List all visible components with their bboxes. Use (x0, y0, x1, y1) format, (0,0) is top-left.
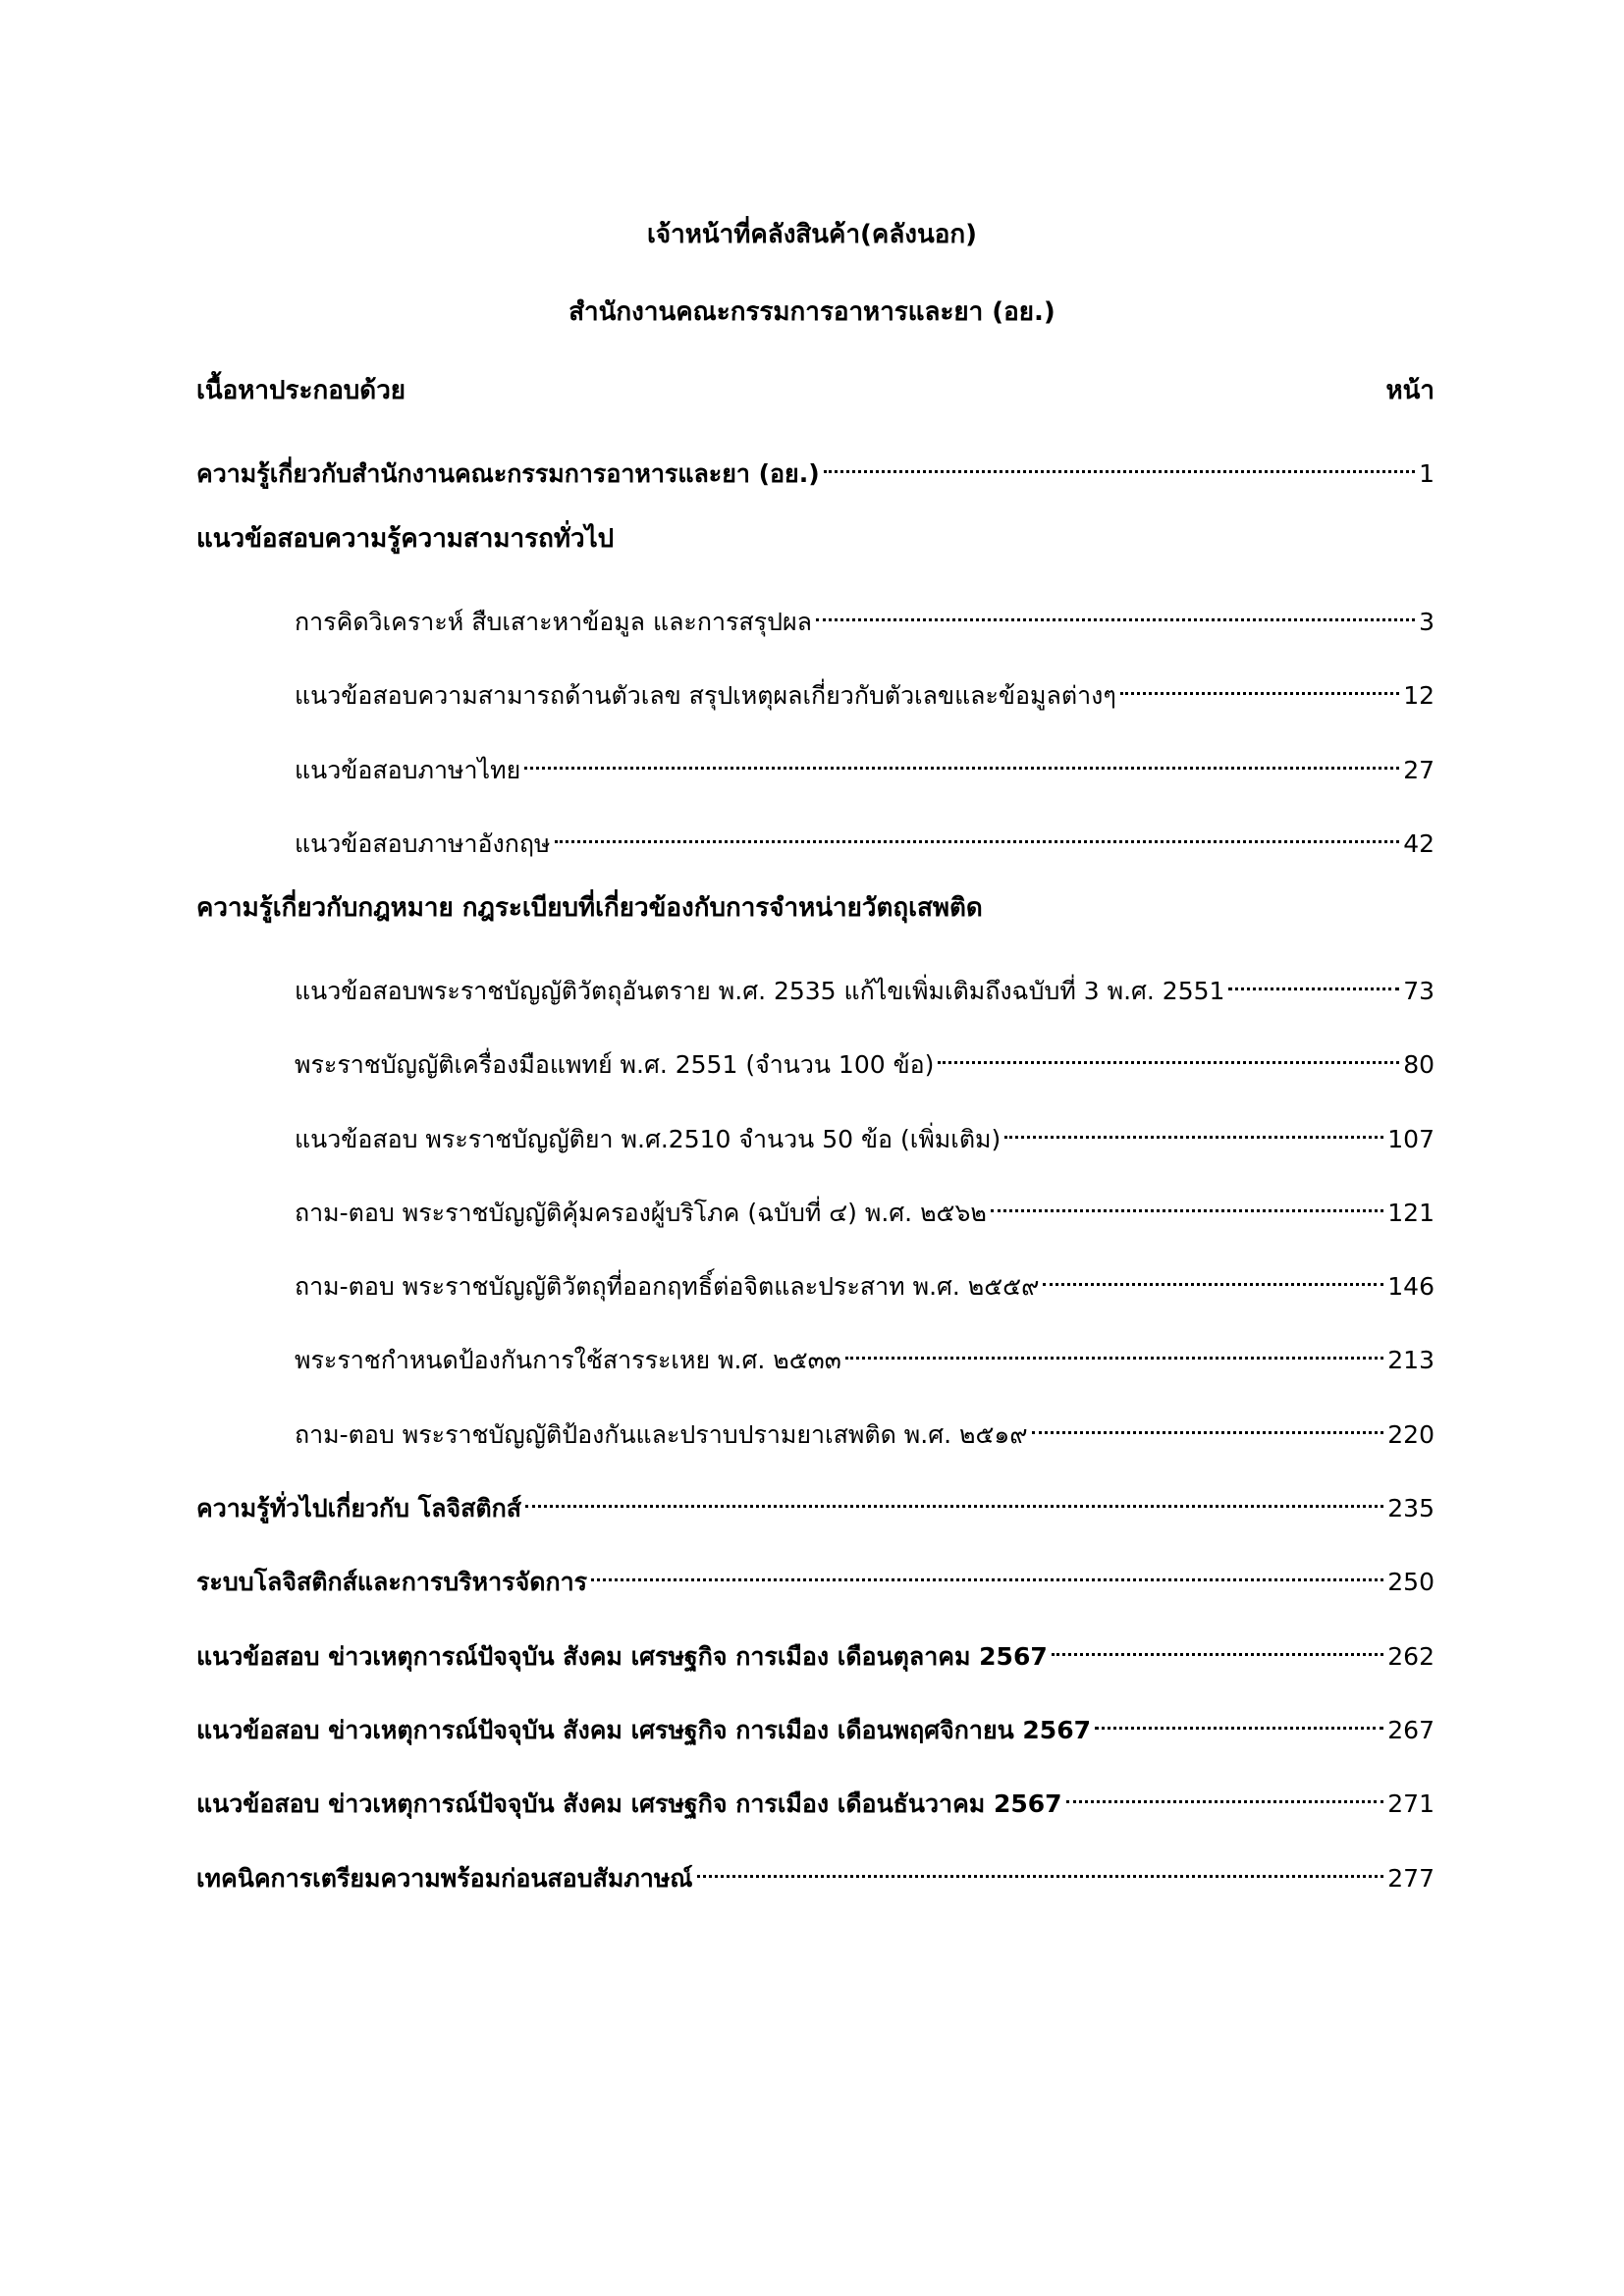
toc-entry-label: ถาม-ตอบ พระราชบัญญัติคุ้มครองผู้บริโภค (ฉบับที่ ๔) พ.ศ. ๒๕๖๒ (295, 1199, 987, 1227)
toc-entry-page: 271 (1387, 1789, 1435, 1818)
document-title: เจ้าหน้าที่คลังสินค้า(คลังนอก) (647, 220, 977, 249)
toc-entry (295, 1112, 1435, 1157)
dot-leader (1052, 1629, 1384, 1665)
toc-entry-label: ระบบโลจิสติกส์และการบริหารจัดการ (196, 1568, 588, 1596)
toc-entry-label: พระราชบัญญัติเครื่องมือแพทย์ พ.ศ. 2551 (จำนวน 100 ข้อ) (295, 1050, 935, 1079)
toc-entry-page: 262 (1387, 1642, 1435, 1671)
dot-leader (1228, 964, 1399, 999)
toc-entry-page: 12 (1403, 681, 1435, 710)
toc-entry (196, 1777, 1435, 1822)
toc-entry-page: 3 (1419, 608, 1435, 636)
toc-entry-label: แนวข้อสอบ ข่าวเหตุการณ์ปัจจุบัน สังคม เศรษฐกิจ การเมือง เดือนพฤศจิกายน 2567 (196, 1716, 1091, 1744)
toc-entry (295, 817, 1435, 862)
toc-entry (295, 595, 1435, 640)
toc-entry-label: การคิดวิเคราะห์ สืบเสาะหาข้อมูล และการสรุปผล (295, 608, 812, 636)
toc-entry-page: 1 (1419, 459, 1435, 488)
toc-entry-page: 42 (1403, 829, 1435, 858)
toc-entry-label: แนวข้อสอบภาษาไทย (295, 756, 521, 784)
toc-entry-label: ถาม-ตอบ พระราชบัญญัติป้องกันและปราบปรามยาเสพติด พ.ศ. ๒๕๑๙ (295, 1420, 1028, 1449)
toc-entry-label: แนวข้อสอบความสามารถด้านตัวเลข สรุปเหตุผลเกี่ยวกับตัวเลขและข้อมูลต่างๆ (295, 681, 1116, 710)
dot-leader (555, 817, 1400, 852)
dot-leader (1032, 1408, 1384, 1443)
toc-entry-page: 277 (1387, 1864, 1435, 1893)
toc-entry-page: 73 (1403, 977, 1435, 1005)
dot-leader (824, 447, 1415, 482)
dot-leader (1120, 668, 1399, 704)
toc-entry-page: 267 (1387, 1716, 1435, 1744)
dot-leader (938, 1038, 1399, 1073)
document-subtitle: สำนักงานคณะกรรมการอาหารและยา (อย.) (568, 297, 1056, 327)
dot-leader (845, 1333, 1383, 1368)
toc-entry-label: แนวข้อสอบ พระราชบัญญัติยา พ.ศ.2510 จำนวน 50 ข้อ (เพิ่มเติม) (295, 1125, 1001, 1153)
dot-leader (525, 1481, 1383, 1517)
toc-entry-page: 107 (1387, 1125, 1435, 1153)
toc-entry (196, 1703, 1435, 1748)
toc-entry-label: แนวข้อสอบ ข่าวเหตุการณ์ปัจจุบัน สังคม เศรษฐกิจ การเมือง เดือนธันวาคม 2567 (196, 1789, 1062, 1818)
toc-entry-label: ความรู้เกี่ยวกับสำนักงานคณะกรรมการอาหารและยา (อย.) (196, 459, 820, 488)
toc-entry-label: แนวข้อสอบ ข่าวเหตุการณ์ปัจจุบัน สังคม เศรษฐกิจ การเมือง เดือนตุลาคม 2567 (196, 1642, 1048, 1671)
dot-leader (816, 595, 1415, 630)
toc-entry (196, 1629, 1435, 1675)
dot-leader (1004, 1112, 1383, 1148)
toc-entry (295, 668, 1435, 714)
toc-entry-label: ความรู้ทั่วไปเกี่ยวกับ โลจิสติกส์ (196, 1494, 522, 1522)
toc-entry (295, 1038, 1435, 1083)
toc-entry-label: เทคนิคการเตรียมความพร้อมก่อนสอบสัมภาษณ์ (196, 1864, 693, 1893)
dot-leader (1095, 1703, 1383, 1738)
toc-entry (295, 1259, 1435, 1305)
toc-entry (196, 447, 1435, 492)
toc-entry-page: 250 (1387, 1568, 1435, 1596)
toc-entry (196, 1481, 1435, 1526)
toc-section-heading: แนวข้อสอบความรู้ความสามารถทั่วไป (196, 524, 615, 554)
toc-entry (295, 1186, 1435, 1231)
toc-entry (295, 743, 1435, 788)
toc-entry-label: ถาม-ตอบ พระราชบัญญัติวัตถุที่ออกฤทธิ์ต่อจิตและประสาท พ.ศ. ๒๕๕๙ (295, 1272, 1040, 1301)
dot-leader (591, 1555, 1383, 1590)
toc-entry-page: 27 (1403, 756, 1435, 784)
toc-entry-page: 235 (1387, 1494, 1435, 1522)
toc-entry (196, 1555, 1435, 1600)
dot-leader (697, 1851, 1384, 1887)
toc-entry-label: แนวข้อสอบภาษาอังกฤษ (295, 829, 551, 858)
toc-entry-page: 121 (1387, 1199, 1435, 1227)
toc-entry-page: 80 (1403, 1050, 1435, 1079)
toc-section-heading: ความรู้เกี่ยวกับกฎหมาย กฎระเบียบที่เกี่ยวข้องกับการจำหน่ายวัตถุเสพติด (196, 893, 983, 923)
dot-leader (1043, 1259, 1383, 1295)
toc-entry-page: 213 (1387, 1346, 1435, 1374)
toc-entry (295, 964, 1435, 1009)
toc-entry (295, 1408, 1435, 1453)
page-column-header: หน้า (1385, 376, 1435, 405)
toc-entry-page: 220 (1387, 1420, 1435, 1449)
toc-entry (295, 1333, 1435, 1378)
toc-entry-label: พระราชกำหนดป้องกันการใช้สารระเหย พ.ศ. ๒๕๓๓ (295, 1346, 841, 1374)
dot-leader (1066, 1777, 1384, 1812)
toc-entry-page: 146 (1387, 1272, 1435, 1301)
dot-leader (991, 1186, 1383, 1221)
contents-header: เนื้อหาประกอบด้วย (196, 376, 406, 405)
dot-leader (524, 743, 1399, 778)
toc-entry-label: แนวข้อสอบพระราชบัญญัติวัตถุอันตราย พ.ศ. 2535 แก้ไขเพิ่มเติมถึงฉบับที่ 3 พ.ศ. 2551 (295, 977, 1225, 1005)
toc-entry (196, 1851, 1435, 1896)
